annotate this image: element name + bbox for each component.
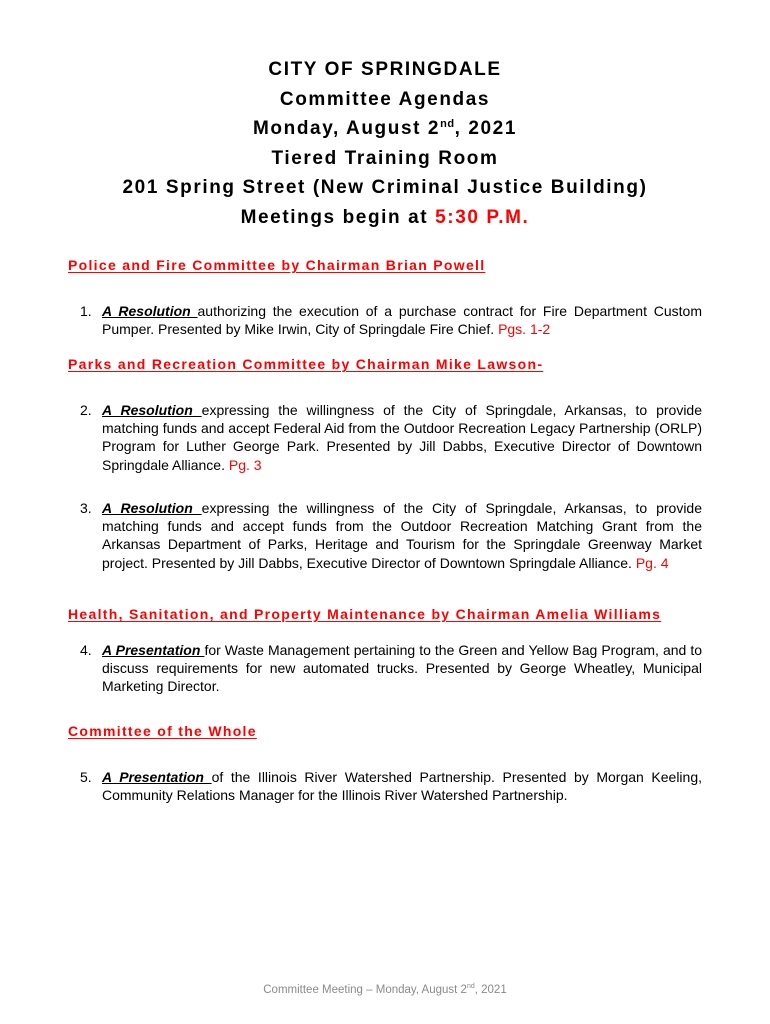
item-number: 1. <box>80 303 92 319</box>
item-text: expressing the willingness of the City of Springdale, Arkansas, to provide matching funds and accept funds from the Outdoor Recreation Matching Grant from the Arkansas Department of Parks, Heritage and Tourism for the Springdale Greenway Market project. Presented by Jill Dabbs, Executive Director of Downtown Springdale Alliance. <box>102 500 702 571</box>
item-body <box>102 401 702 474</box>
item-text: of the Illinois River Watershed Partnership. Presented by Morgan Keeling, Community Relations Manager for the Illinois River Watershed Partnership. <box>102 769 703 804</box>
item-pages-link[interactable]: Pg. 3 <box>228 456 262 473</box>
agenda-header <box>0 55 770 232</box>
item-lead: A Resolution <box>102 402 202 418</box>
section-police-fire: Police and Fire Committee by Chairman Brian Powell <box>68 257 486 273</box>
meeting-room: Tiered Training Room <box>271 147 499 169</box>
section-parks-recreation: Parks and Recreation Committee by Chairman Mike Lawson- <box>68 356 544 372</box>
item-body <box>102 302 702 338</box>
item-lead: A Resolution <box>102 303 198 319</box>
section-committee-whole: Committee of the Whole <box>68 723 257 739</box>
item-text: for Waste Management pertaining to the Green and Yellow Bag Program, and to discuss requirements for new automated trucks. Presented by George Wheatley, Municipal Marketing Director. <box>102 642 702 695</box>
agenda-item-5 <box>80 768 702 804</box>
item-text: authorizing the execution of a purchase contract for Fire Department Custom Pumper. Presented by Mike Irwin, City of Springdale Fire Chief. <box>102 303 702 338</box>
meeting-date <box>0 114 770 144</box>
item-number: 5. <box>80 769 92 785</box>
meeting-address: 201 Spring Street (New Criminal Justice Building) <box>122 177 648 198</box>
footer-superscript: nd <box>466 983 475 990</box>
footer-prefix: Committee Meeting – Monday, August 2 <box>263 984 467 996</box>
item-body <box>102 768 702 804</box>
item-number: 2. <box>80 402 92 418</box>
item-pages-link[interactable]: Pgs. 1-2 <box>498 321 551 338</box>
item-number: 4. <box>80 642 92 658</box>
agenda-item-1 <box>80 302 702 338</box>
agenda-item-4 <box>80 641 702 696</box>
item-text: expressing the willingness of the City of Springdale, Arkansas, to provide matching funds and accept Federal Aid from the Outdoor Recreation Legacy Partnership (ORLP) Program for Luther George Park. Presented by Jill Dabbs, Executive Director of Downtown Springdale Alliance. <box>102 402 702 473</box>
city-name: CITY OF SPRINGDALE <box>268 59 502 80</box>
agenda-item-2 <box>80 401 702 474</box>
date-suffix: , 2021 <box>454 118 517 139</box>
item-lead: A Presentation <box>102 769 212 785</box>
time-value: 5:30 P.M. <box>435 206 530 228</box>
item-pages-link[interactable]: Pg. 4 <box>635 554 669 571</box>
page-footer <box>0 984 770 996</box>
item-lead: A Resolution <box>102 500 202 516</box>
footer-suffix: , 2021 <box>474 984 507 996</box>
date-superscript: nd <box>440 118 455 130</box>
agenda-item-3 <box>80 499 702 572</box>
item-number: 3. <box>80 500 92 516</box>
date-prefix: Monday, August 2 <box>253 118 441 139</box>
item-lead: A Presentation <box>102 642 205 658</box>
section-health-sanitation: Health, Sanitation, and Property Maintenance by Chairman Amelia Williams <box>68 606 662 622</box>
item-body <box>102 499 702 572</box>
meeting-time <box>0 203 770 233</box>
item-body <box>102 641 702 696</box>
time-prefix: Meetings begin at <box>240 206 436 228</box>
agenda-title: Committee Agendas <box>279 88 491 110</box>
